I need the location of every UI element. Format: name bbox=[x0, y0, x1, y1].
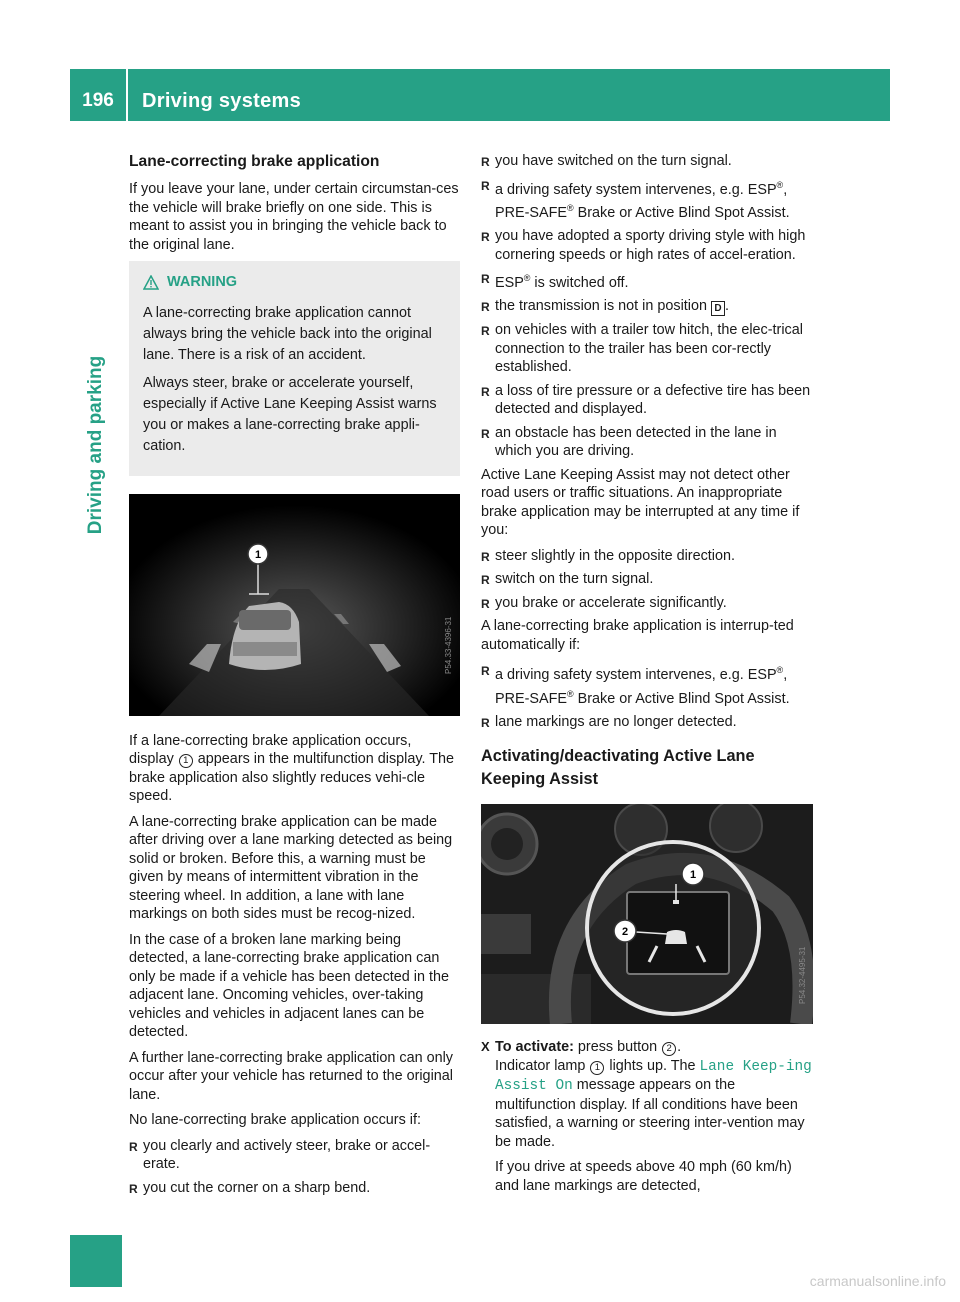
list-item: R steer slightly in the opposite direction. bbox=[481, 547, 813, 566]
display-message: Lane Keep-ing Assist On bbox=[495, 1058, 812, 1095]
lane-display-illustration bbox=[129, 494, 460, 716]
list-item: R a loss of tire pressure or a defective tire has been detected and displayed. bbox=[481, 382, 813, 419]
intro-paragraph: If you leave your lane, under certain circumstan-ces the vehicle will brake briefly on one side. This is meant to assist you in bringing the vehicle back to the original lane. bbox=[129, 181, 459, 253]
paragraph-made-after: A lane-correcting brake application can be made after driving over a lane marking detected as being solid or broken. Before this, a warning must be given by means of intermittent vibration in the steering wheel. In addition, a lane with lane markings on both sides must be recog-nized. bbox=[129, 813, 453, 922]
text: message appears on the multifunction display. If all conditions have been satisfied, a warning or steering inter-vention may be made. bbox=[495, 1077, 805, 1150]
list-item: R you cut the corner on a sharp bend. bbox=[129, 1179, 460, 1198]
reg-mark: ® bbox=[566, 202, 574, 213]
ref-2: 2 bbox=[662, 1042, 676, 1056]
steering-wheel-figure bbox=[481, 804, 813, 1024]
speed-paragraph: If you drive at speeds above 40 mph (60 km/h) and lane markings are detected, bbox=[495, 1159, 792, 1194]
list-item: R you have switched on the turn signal. bbox=[481, 152, 813, 171]
lane-correcting-heading: Lane-correcting brake application bbox=[129, 153, 380, 170]
activate-label: To activate: bbox=[495, 1039, 574, 1056]
list-item: R an obstacle has been detected in the lane in which you are driving. bbox=[481, 424, 813, 461]
display-text-a: If a lane-correcting brake application occurs, display bbox=[129, 732, 412, 767]
activating-heading: Activating/deactivating Active Lane Keeping Assist bbox=[481, 747, 755, 789]
text: the transmission is not in position bbox=[495, 298, 707, 315]
watermark: carmanualsonline.info bbox=[809, 1273, 946, 1289]
text: . bbox=[724, 298, 729, 315]
activate-step bbox=[495, 1038, 813, 1151]
gear-d-icon: D bbox=[711, 301, 725, 316]
list-item bbox=[481, 269, 813, 292]
warning-box bbox=[129, 261, 460, 476]
section-title: Driving systems bbox=[142, 90, 302, 112]
text: ESP bbox=[495, 274, 524, 291]
paragraph-further: A further lane-correcting brake application can only occur after your vehicle has returned to the original lane. bbox=[129, 1049, 453, 1103]
ref-1: 1 bbox=[179, 754, 193, 768]
no-application-list bbox=[129, 1137, 460, 1198]
warning-text-2: Always steer, brake or accelerate yourself, especially if Active Lane Keeping Assist warns you or makes a lane-correcting brake appli-cation. bbox=[143, 374, 437, 454]
warning-title bbox=[143, 273, 448, 292]
side-tab bbox=[76, 300, 116, 590]
warning-text-1: A lane-correcting brake application cannot always bring the vehicle back into the original lane. There is a risk of an accident. bbox=[143, 304, 432, 363]
text: , PRE-SAFE bbox=[495, 667, 788, 707]
conditions-list bbox=[481, 152, 813, 461]
text: a driving safety system intervenes, e.g. ESP bbox=[495, 667, 777, 684]
header-divider bbox=[126, 69, 128, 121]
right-column bbox=[481, 152, 813, 1202]
lane-display-figure bbox=[129, 494, 460, 716]
list-item bbox=[481, 297, 813, 316]
text: Brake or Active Blind Spot Assist. bbox=[573, 690, 790, 707]
interrupt-list bbox=[481, 547, 813, 613]
auto-interrupt-list bbox=[481, 661, 813, 731]
list-item bbox=[481, 661, 813, 708]
fig2-callout-1: 1 bbox=[689, 869, 697, 882]
reg-mark: ® bbox=[776, 665, 784, 676]
list-item: R you have adopted a sporty driving style with high cornering speeds or high rates of accel-eration. bbox=[481, 227, 813, 264]
paragraph-may-not-detect: Active Lane Keeping Assist may not detect other road users or traffic situations. An inappropriate brake application may be interrupted at any time if you: bbox=[481, 466, 800, 539]
text: . bbox=[677, 1039, 682, 1056]
fig1-code: P54.33-4396-31 bbox=[444, 616, 453, 674]
display-text-b: appears in the multifunction display. The brake application also slightly reduces vehi-cle speed. bbox=[129, 751, 455, 804]
list-item: R you brake or accelerate significantly. bbox=[481, 594, 813, 613]
text: Brake or Active Blind Spot Assist. bbox=[573, 204, 790, 221]
fig2-code: P54.32-4495-31 bbox=[798, 947, 807, 1005]
list-item: R you clearly and actively steer, brake or accel-erate. bbox=[129, 1137, 460, 1174]
fig1-callout-1: 1 bbox=[254, 548, 262, 561]
warning-label: WARNING bbox=[167, 274, 238, 290]
display-paragraph bbox=[129, 732, 460, 806]
reg-mark: ® bbox=[566, 688, 574, 699]
reg-mark: ® bbox=[523, 273, 531, 284]
text: , PRE-SAFE bbox=[495, 181, 788, 221]
paragraph-interrupted: A lane-correcting brake application is interrup-ted automatically if: bbox=[481, 618, 794, 653]
list-item: R lane markings are no longer detected. bbox=[481, 713, 813, 732]
paragraph-no-application: No lane-correcting brake application occurs if: bbox=[129, 1112, 421, 1128]
steering-wheel-illustration bbox=[481, 804, 813, 1024]
text: lights up. The bbox=[609, 1057, 696, 1074]
ref-1: 1 bbox=[590, 1061, 604, 1075]
paragraph-broken-marking: In the case of a broken lane marking being detected, a lane-correcting brake application can only be made if a vehicle has been detected in the adjacent lane. Oncoming vehicles, over-taking vehicles and vehicles in adjacent lanes can be detected. bbox=[129, 931, 450, 1040]
text: Indicator lamp bbox=[495, 1057, 586, 1074]
left-column bbox=[129, 152, 460, 1202]
page-number: 196 bbox=[82, 90, 114, 111]
text: is switched off. bbox=[530, 274, 629, 291]
reg-mark: ® bbox=[776, 179, 784, 190]
list-item bbox=[481, 176, 813, 223]
side-tab-label: Driving and parking bbox=[85, 355, 106, 535]
warning-triangle-icon bbox=[143, 275, 159, 290]
list-item: R switch on the turn signal. bbox=[481, 570, 813, 589]
side-tab-marker bbox=[70, 1235, 122, 1287]
activate-instruction bbox=[481, 1038, 813, 1195]
text: press button bbox=[577, 1039, 658, 1056]
list-item: R on vehicles with a trailer tow hitch, the elec-trical connection to the trailer has been cor-rectly established. bbox=[481, 321, 813, 377]
text: a driving safety system intervenes, e.g. ESP bbox=[495, 181, 777, 198]
fig2-callout-2: 2 bbox=[621, 926, 629, 939]
